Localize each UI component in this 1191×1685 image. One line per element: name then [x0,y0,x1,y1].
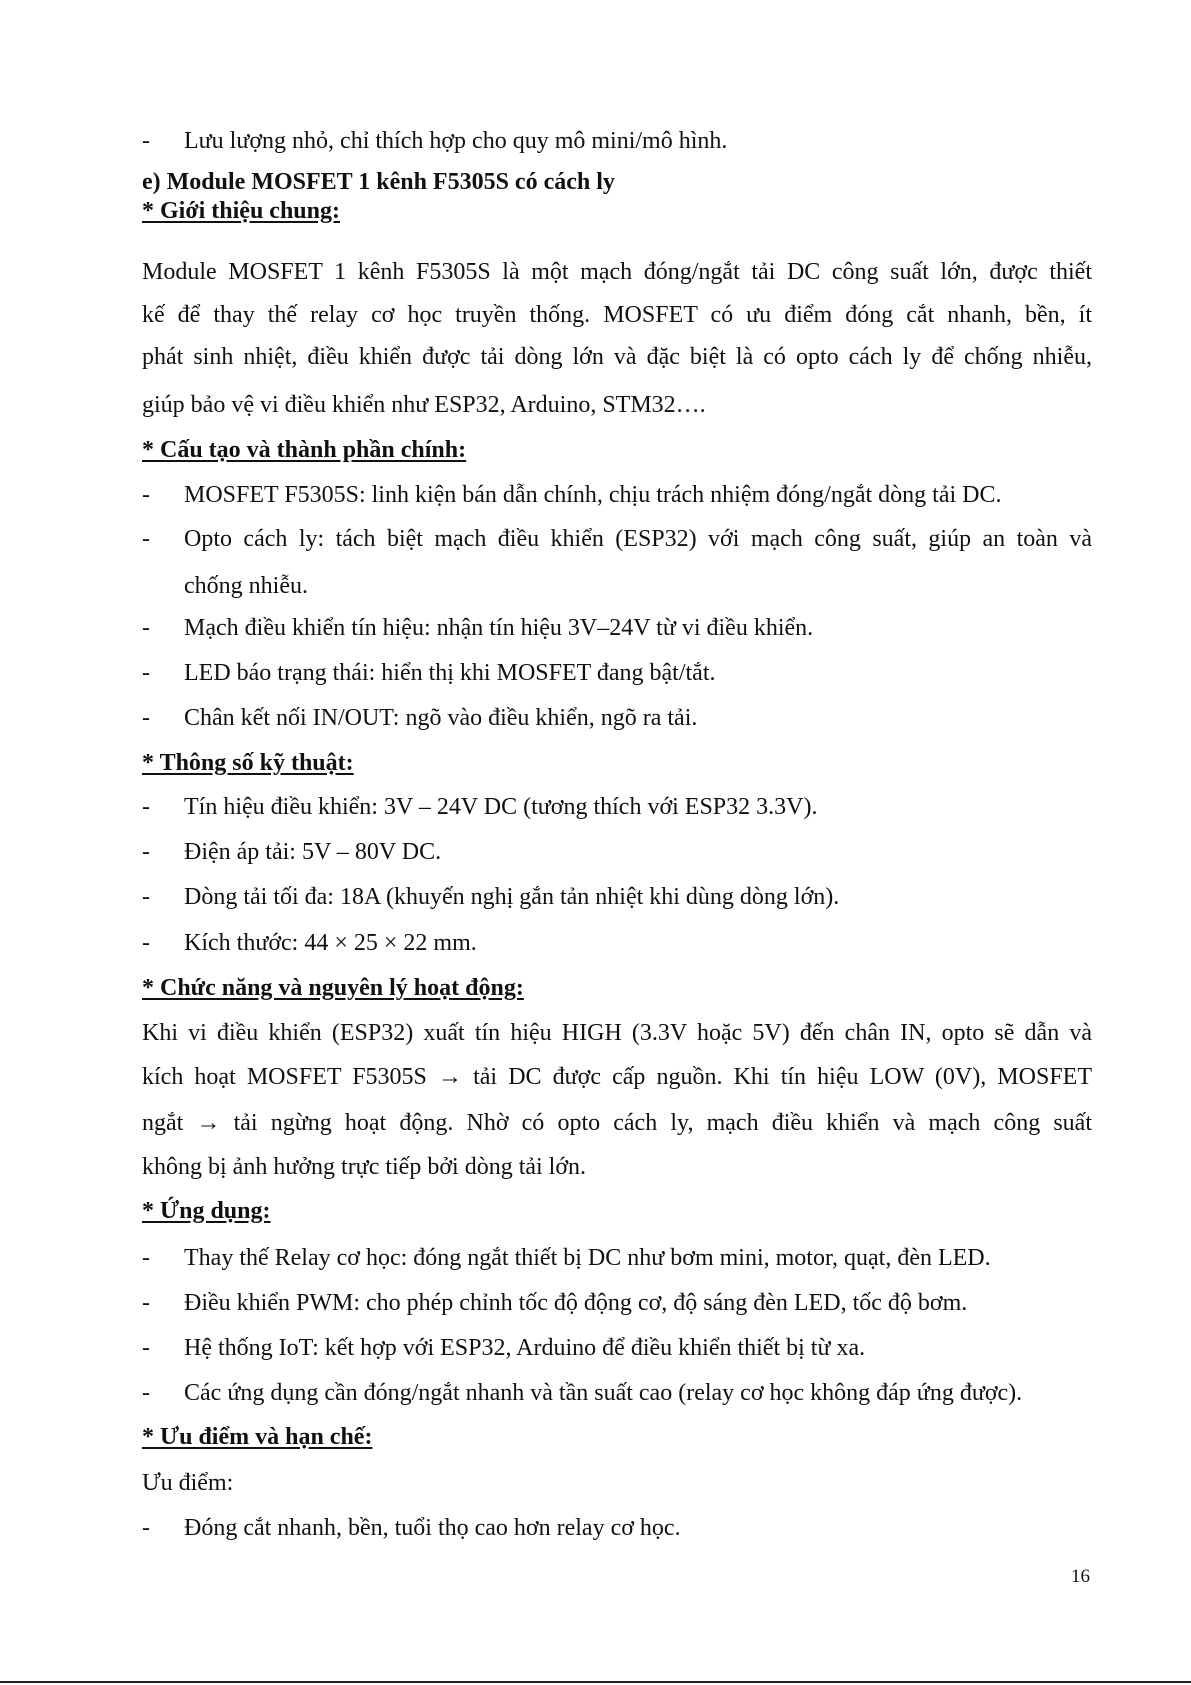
page-number: 16 [1071,1566,1090,1587]
list-item-text: LED báo trạng thái: hiển thị khi MOSFET đang bật/tắt. [184,660,716,686]
paragraph-line: ngắt → tải ngừng hoạt động. Nhờ có opto cách ly, mạch điều khiển và mạch công suất [142,1110,1092,1136]
bullet-dash: - [142,705,150,731]
bullet-dash: - [142,1290,150,1316]
bullet-dash: - [142,930,150,956]
list-item-text: Đóng cắt nhanh, bền, tuổi thọ cao hơn relay cơ học. [184,1515,681,1541]
subsection-heading: * Ứng dụng: [142,1198,271,1224]
bullet-dash: - [142,1380,150,1406]
list-item-text: Lưu lượng nhỏ, chỉ thích hợp cho quy mô mini/mô hình. [184,128,728,154]
paragraph-line: Ưu điểm: [142,1470,234,1496]
subsection-heading: * Ưu điểm và hạn chế: [142,1424,373,1450]
bullet-dash: - [142,1335,150,1361]
paragraph-line: phát sinh nhiệt, điều khiển được tải dòng lớn và đặc biệt là có opto cách ly để chống nhiễu, [142,344,1092,370]
bullet-dash: - [142,1515,150,1541]
paragraph-line: kích hoạt MOSFET F5305S → tải DC được cấp nguồn. Khi tín hiệu LOW (0V), MOSFET [142,1064,1092,1090]
list-item-text: Tín hiệu điều khiển: 3V – 24V DC (tương thích với ESP32 3.3V). [184,794,818,820]
bullet-dash: - [142,615,150,641]
list-item-text: Kích thước: 44 × 25 × 22 mm. [184,930,477,956]
list-item-text: Hệ thống IoT: kết hợp với ESP32, Arduino để điều khiển thiết bị từ xa. [184,1335,866,1361]
paragraph-line: kế để thay thế relay cơ học truyền thống. MOSFET có ưu điểm đóng cắt nhanh, bền, ít [142,302,1092,328]
list-item-text: Chân kết nối IN/OUT: ngõ vào điều khiển, ngõ ra tải. [184,705,698,731]
list-item-text: Mạch điều khiển tín hiệu: nhận tín hiệu 3V–24V từ vi điều khiển. [184,615,814,641]
section-heading: e) Module MOSFET 1 kênh F5305S có cách ly [142,169,615,195]
paragraph-line: Module MOSFET 1 kênh F5305S là một mạch đóng/ngắt tải DC công suất lớn, được thiết [142,259,1092,285]
bullet-dash: - [142,660,150,686]
list-item-text: Các ứng dụng cần đóng/ngắt nhanh và tần suất cao (relay cơ học không đáp ứng được). [184,1380,1023,1406]
list-item-text: MOSFET F5305S: linh kiện bán dẫn chính, chịu trách nhiệm đóng/ngắt dòng tải DC. [184,482,1002,508]
bullet-dash: - [142,794,150,820]
subsection-heading: * Giới thiệu chung: [142,198,340,224]
list-item-text: Opto cách ly: tách biệt mạch điều khiển (ESP32) với mạch công suất, giúp an toàn và [184,526,1092,552]
subsection-heading: * Chức năng và nguyên lý hoạt động: [142,975,524,1001]
bullet-dash: - [142,526,150,552]
bullet-dash: - [142,1245,150,1271]
paragraph-line: Khi vi điều khiển (ESP32) xuất tín hiệu HIGH (3.3V hoặc 5V) đến chân IN, opto sẽ dẫn và [142,1020,1092,1046]
subsection-heading: * Thông số kỹ thuật: [142,750,354,776]
list-item-text: Thay thế Relay cơ học: đóng ngắt thiết bị DC như bơm mini, motor, quạt, đèn LED. [184,1245,991,1271]
list-item-continuation: chống nhiễu. [184,573,308,599]
bottom-rule [0,1681,1191,1683]
paragraph-line: giúp bảo vệ vi điều khiển như ESP32, Arduino, STM32…. [142,392,706,418]
bullet-dash: - [142,884,150,910]
bullet-dash: - [142,128,150,154]
bullet-dash: - [142,482,150,508]
subsection-heading: * Cấu tạo và thành phần chính: [142,437,467,463]
list-item-text: Điều khiển PWM: cho phép chỉnh tốc độ động cơ, độ sáng đèn LED, tốc độ bơm. [184,1290,968,1316]
paragraph-line: không bị ảnh hưởng trực tiếp bởi dòng tải lớn. [142,1154,587,1180]
bullet-dash: - [142,839,150,865]
list-item-text: Điện áp tải: 5V – 80V DC. [184,839,442,865]
list-item-text: Dòng tải tối đa: 18A (khuyến nghị gắn tản nhiệt khi dùng dòng lớn). [184,884,840,910]
